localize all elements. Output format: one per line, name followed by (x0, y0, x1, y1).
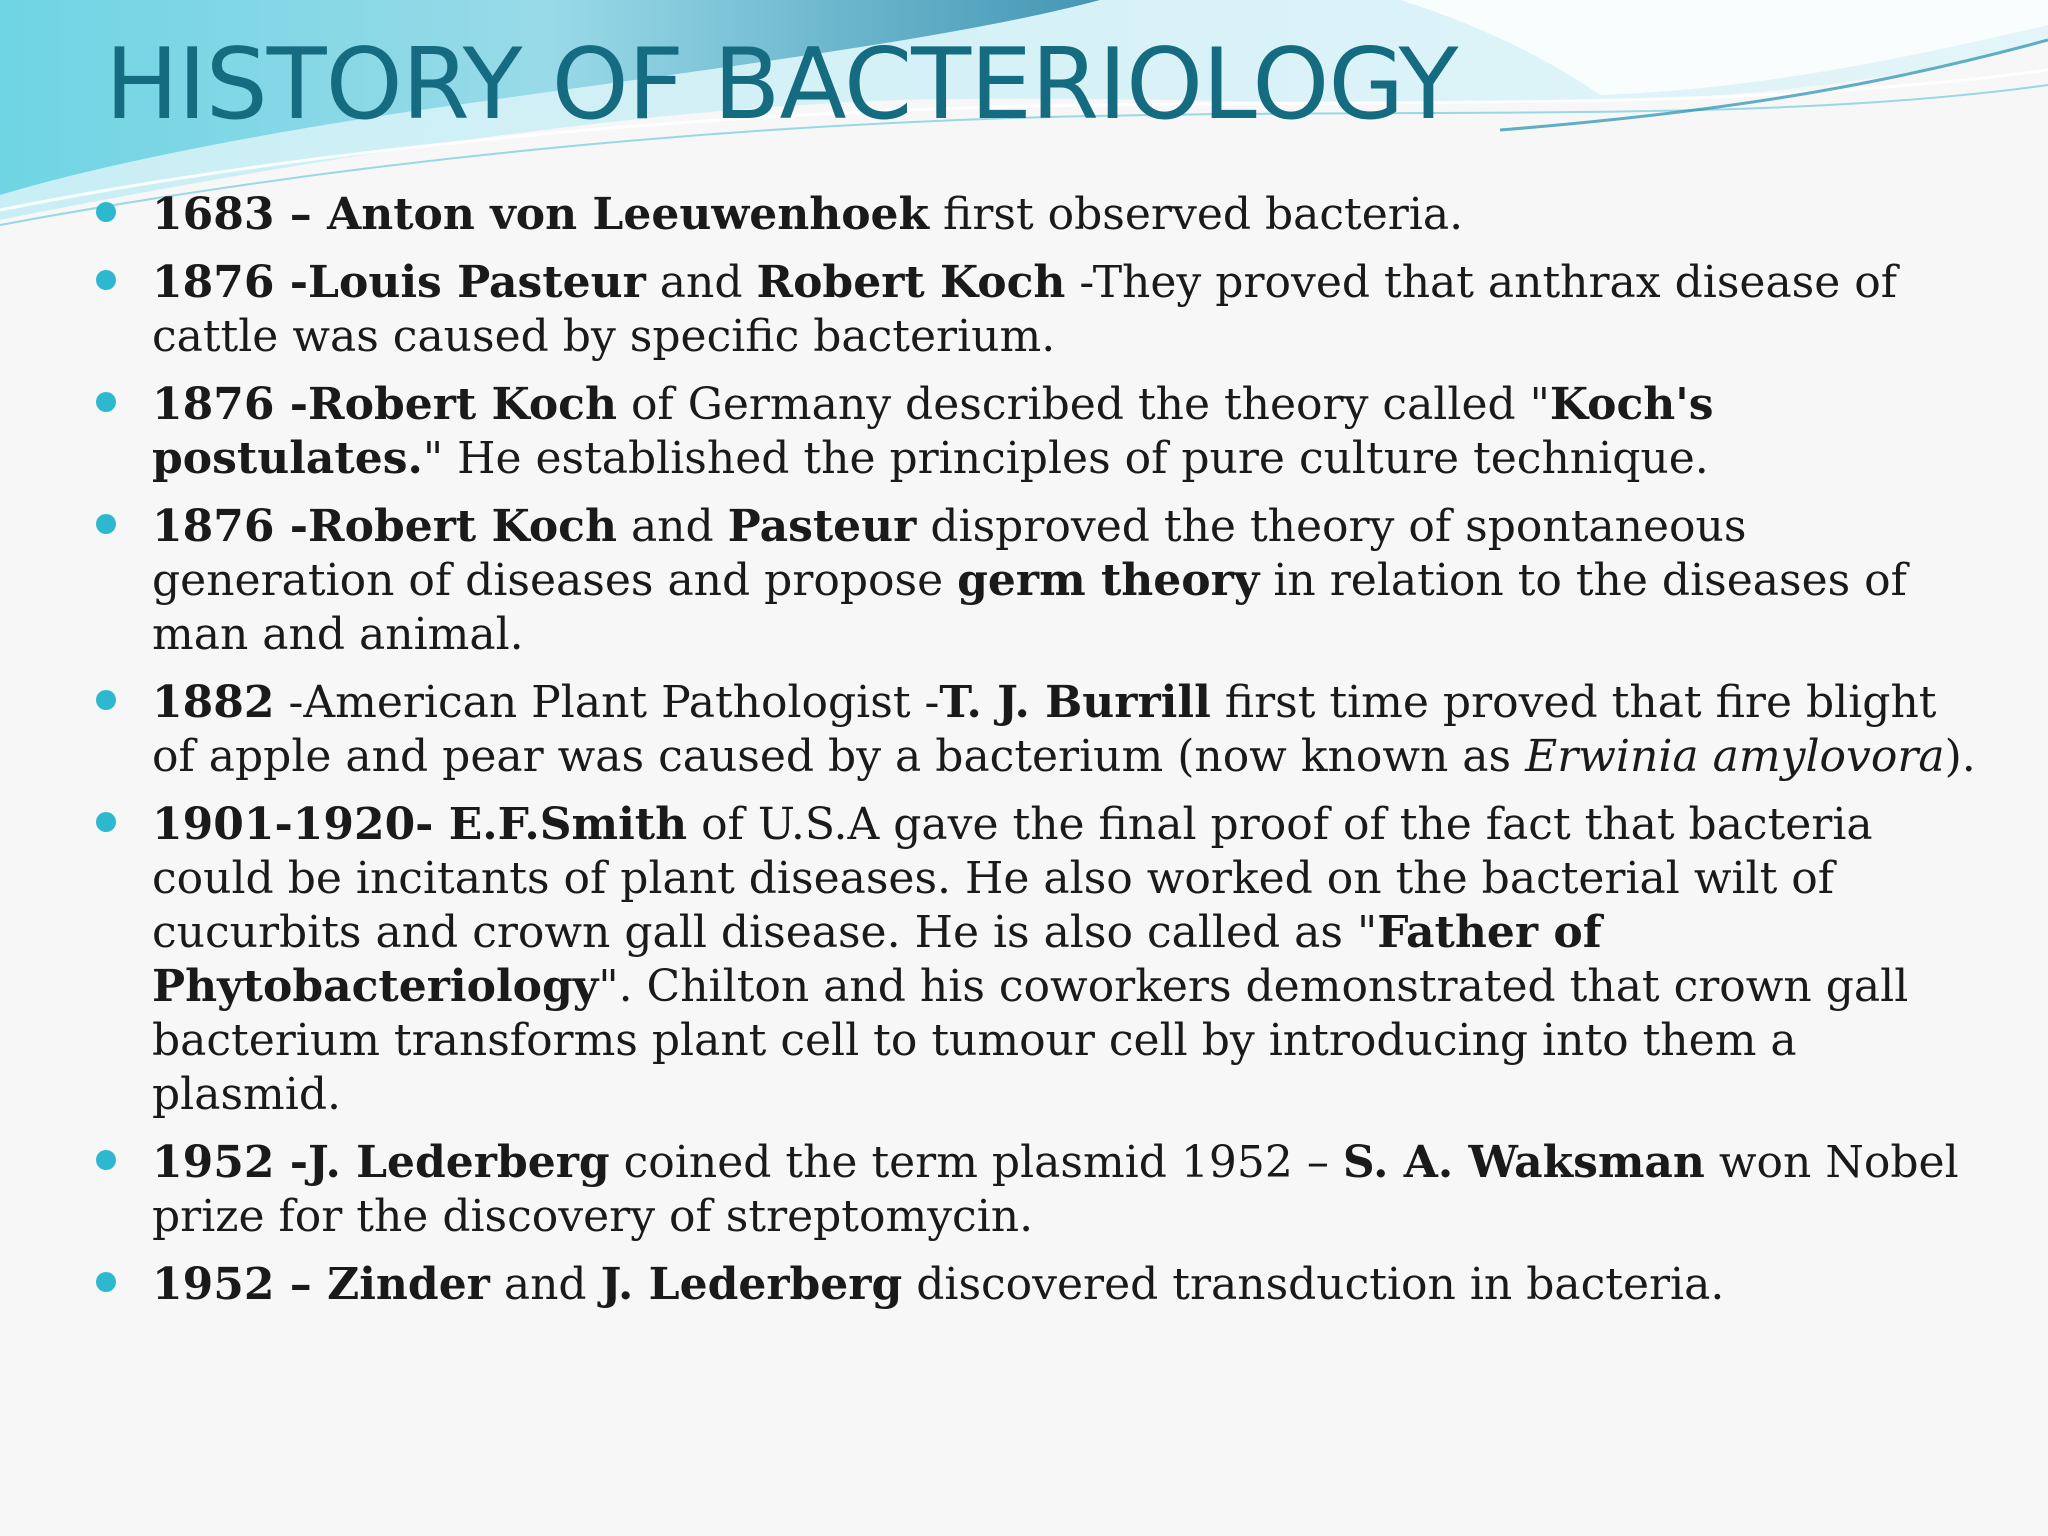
bullet-text: first time proved that fire blight of apple and pear was caused by a bacterium (now known as (152, 677, 1937, 782)
bullet-text-bold: 1876 -Louis Pasteur (152, 257, 646, 308)
bullet-text-bold: 1876 -Robert Koch (152, 501, 617, 552)
bullet-dot-icon (96, 392, 116, 412)
slide-title: HISTORY OF BACTERIOLOGY (105, 28, 1458, 142)
bullet-text-bold: Koch's postulates. (152, 379, 1714, 484)
bullet-text: and (616, 501, 728, 552)
bullet-dot-icon (96, 270, 116, 290)
bullet-text: won Nobel prize for the discovery of streptomycin. (152, 1137, 1959, 1242)
bullet-dot-icon (96, 202, 116, 222)
bullet-text-bold: 1952 – Zinder (152, 1259, 490, 1310)
bullet-dot-icon (96, 1272, 116, 1292)
bullet-text: disproved the theory of spontaneous generation of diseases and propose (152, 501, 1747, 606)
bullet-text-bold: Father of Phytobacteriology (152, 907, 1602, 1012)
bullet-1876-koch-postulates (96, 378, 1976, 486)
bullet-text-bold: Pasteur (727, 501, 917, 552)
bullet-text-bold: S. A. Waksman (1342, 1137, 1705, 1188)
bullet-1876-germ-theory (96, 500, 1976, 662)
bullet-text: coined the term plasmid 1952 – (609, 1137, 1343, 1188)
bullet-text: -American Plant Pathologist - (274, 677, 940, 728)
bullet-text: " He established the principles of pure culture technique. (422, 433, 1709, 484)
bullet-text: ". Chilton and his coworkers demonstrated that crown gall bacterium transforms plant cell to tumour cell by introducing into them a plasmid. (152, 961, 1909, 1120)
bullet-text-italic: Erwinia amylovora (1525, 731, 1945, 782)
bullet-text-bold: 1876 -Robert Koch (152, 379, 617, 430)
bullet-text: of U.S.A gave the final proof of the fact that bacteria could be incitants of plant diseases. He also worked on the bacterial wilt of cucurbits and crown gall disease. He is also called as " (152, 799, 1873, 958)
history-bullet-list (96, 188, 1976, 1326)
bullet-text-bold: T. J. Burrill (939, 677, 1211, 728)
bullet-text: -They proved that anthrax disease of cattle was caused by specific bacterium. (152, 257, 1898, 362)
bullet-1952-zinder-lederberg (96, 1258, 1976, 1312)
bullet-1901-1920-smith (96, 798, 1976, 1122)
bullet-text: first observed bacteria. (929, 189, 1464, 240)
bullet-text-bold: germ theory (957, 555, 1260, 606)
bullet-1876-pasteur-koch-anthrax (96, 256, 1976, 364)
bullet-dot-icon (96, 514, 116, 534)
bullet-1952-lederberg-waksman (96, 1136, 1976, 1244)
bullet-text-bold: J. Lederberg (600, 1259, 903, 1310)
bullet-text-bold: Robert Koch (756, 257, 1066, 308)
bullet-dot-icon (96, 690, 116, 710)
bullet-text: and (489, 1259, 601, 1310)
bullet-dot-icon (96, 812, 116, 832)
bullet-dot-icon (96, 1150, 116, 1170)
bullet-1683-leeuwenhoek (96, 188, 1976, 242)
bullet-text: in relation to the diseases of man and animal. (152, 555, 1907, 660)
bullet-text: and (645, 257, 757, 308)
bullet-text-bold: 1882 (152, 677, 275, 728)
bullet-text-bold: 1901-1920- E.F.Smith (152, 799, 688, 850)
bullet-text: of Germany described the theory called " (616, 379, 1550, 430)
bullet-1882-burrill (96, 676, 1976, 784)
bullet-text: ). (1944, 731, 1976, 782)
bullet-text-bold: 1952 -J. Lederberg (152, 1137, 610, 1188)
bullet-text-bold: 1683 – Anton von Leeuwenhoek (152, 189, 930, 240)
bullet-text: discovered transduction in bacteria. (902, 1259, 1725, 1310)
